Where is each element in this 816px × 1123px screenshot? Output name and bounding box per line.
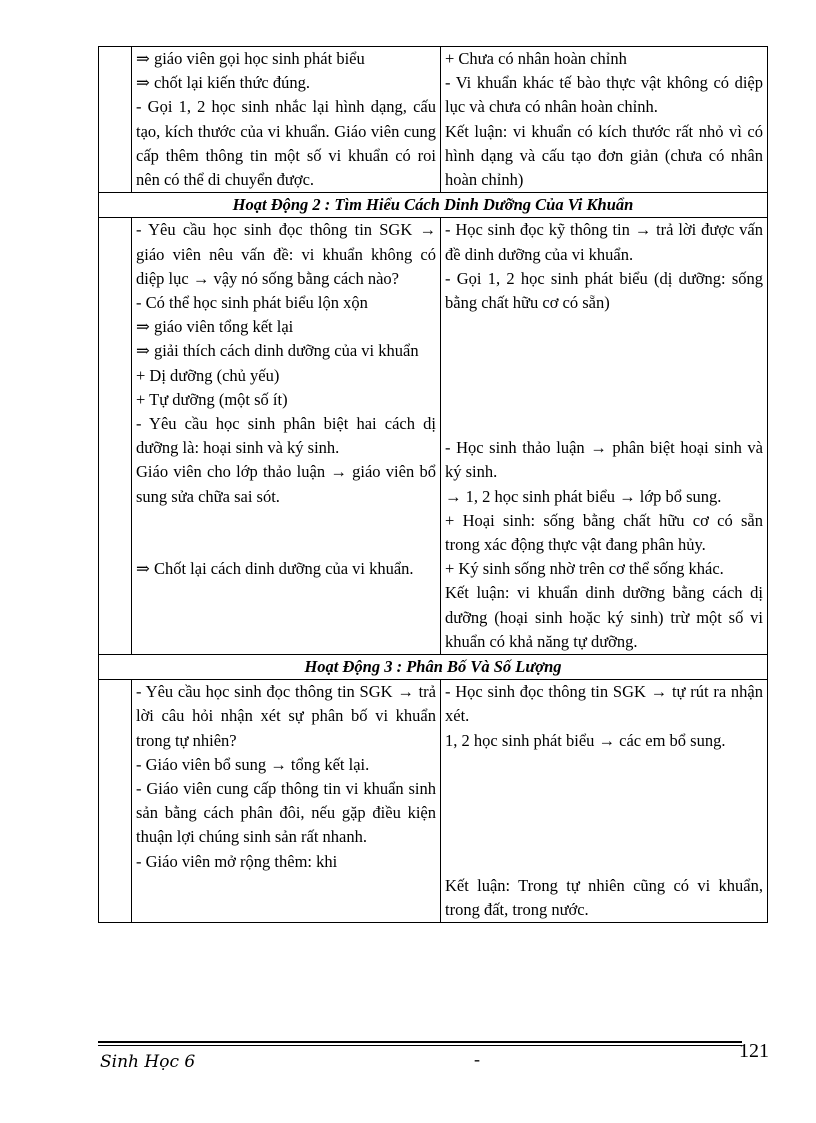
text-line: - Học sinh đọc thông tin SGK → tự rút ra nhận xét.: [445, 682, 763, 726]
text-line: ⇒ chốt lại kiến thức đúng.: [136, 73, 310, 93]
text-line: Kết luận: Trong tự nhiên cũng có vi khuẩn, trong đất, trong nước.: [445, 875, 763, 919]
text-line: + Hoại sinh: sống bằng chất hữu cơ có sẵn trong xác động thực vật đang phân hủy.: [445, 510, 763, 554]
footer-rule: [98, 1041, 742, 1043]
page-number: 121: [739, 1040, 769, 1062]
footer-dash: -: [474, 1049, 480, 1069]
footer-subject: Sinh Học 6: [100, 1052, 196, 1072]
text-line: + Ký sinh sống nhờ trên cơ thể sống khác.: [445, 559, 724, 579]
text-line: + Tự dưỡng (một số ít): [136, 389, 288, 409]
text-line: → 1, 2 học sinh phát biểu → lớp bổ sung.: [445, 486, 722, 506]
text-line: - Yêu cầu học sinh đọc thông tin SGK → giáo viên nêu vấn đề: vi khuẩn không có diệp lục → vậy nó sống bằng cách nào?: [136, 220, 436, 288]
teacher-activity-cell: [132, 47, 441, 193]
text-line: 1, 2 học sinh phát biểu → các em bổ sung.: [445, 730, 726, 750]
text-line: - Gọi 1, 2 học sinh phát biểu (dị dưỡng: sống bằng chất hữu cơ có sẵn): [445, 268, 763, 313]
table-row: [99, 47, 768, 193]
text-line: - Giáo viên bổ sung → tổng kết lại.: [136, 754, 370, 774]
teacher-activity-cell: [132, 218, 441, 655]
text-line: - Gọi 1, 2 học sinh nhắc lại hình dạng, cấu tạo, kích thước của vi khuẩn. Giáo viên cung cấp thêm thông tin một số vi khuẩn có roi nên có thể di chuyển được.: [136, 97, 436, 190]
text-line: ⇒ giải thích cách dinh dưỡng của vi khuẩn: [136, 341, 419, 361]
text-line: - Giáo viên cung cấp thông tin vi khuẩn sinh sản bằng cách phân đôi, nếu gặp điều kiện thuận lợi chúng sinh sản rất nhanh.: [136, 779, 436, 847]
text-line: + Chưa có nhân hoàn chỉnh: [445, 49, 627, 68]
lesson-table: [98, 46, 768, 923]
text-line: Giáo viên cho lớp thảo luận → giáo viên bổ sung sửa chữa sai sót.: [136, 462, 436, 506]
text-line: ⇒ giáo viên gọi học sinh phát biểu: [136, 49, 365, 68]
text-line: - Có thể học sinh phát biểu lộn xộn: [136, 293, 368, 313]
activity-3-title: Hoạt Động 3 : Phân Bố Và Số Lượng: [99, 655, 768, 680]
text-line: Kết luận: vi khuẩn dinh dưỡng bằng cách dị dưỡng (hoại sinh hoặc ký sinh) trừ một số vi khuẩn có khả năng tự dưỡng.: [445, 583, 763, 651]
student-activity-cell: [441, 680, 768, 923]
teacher-activity-cell: [132, 680, 441, 923]
text-line: - Yêu cầu học sinh phân biệt hai cách dị dưỡng là: hoại sinh và ký sinh.: [136, 414, 436, 458]
text-line: + Dị dưỡng (chủ yếu): [136, 365, 280, 385]
student-activity-cell: [441, 218, 768, 655]
text-line: - Học sinh đọc kỹ thông tin → trả lời được vấn đề dinh dưỡng của vi khuẩn.: [445, 220, 763, 264]
text-line: - Vi khuẩn khác tế bào thực vật không có diệp lục và chưa có nhân hoàn chỉnh.: [445, 73, 763, 117]
table-row: [99, 680, 768, 923]
text-line: - Học sinh thảo luận → phân biệt hoại sinh và ký sinh.: [445, 438, 763, 482]
table-row: [99, 218, 768, 655]
text-line: - Giáo viên mở rộng thêm: khi: [136, 851, 338, 871]
text-line: - Yêu cầu học sinh đọc thông tin SGK → trả lời câu hỏi nhận xét sự phân bố vi khuẩn trong tự nhiên?: [136, 682, 436, 750]
section-header-row: [99, 655, 768, 680]
text-line: ⇒ Chốt lại cách dinh dưỡng của vi khuẩn.: [136, 559, 414, 579]
activity-2-title: Hoạt Động 2 : Tìm Hiểu Cách Dinh Dưỡng Của Vi Khuẩn: [99, 193, 768, 218]
student-activity-cell: [441, 47, 768, 193]
text-line: ⇒ giáo viên tổng kết lại: [136, 317, 294, 337]
section-header-row: [99, 193, 768, 218]
footer-rule: [98, 1045, 742, 1046]
text-line: Kết luận: vi khuẩn có kích thước rất nhỏ vì có hình dạng và cấu tạo đơn giản (chưa có nhân hoàn chỉnh): [445, 121, 763, 190]
